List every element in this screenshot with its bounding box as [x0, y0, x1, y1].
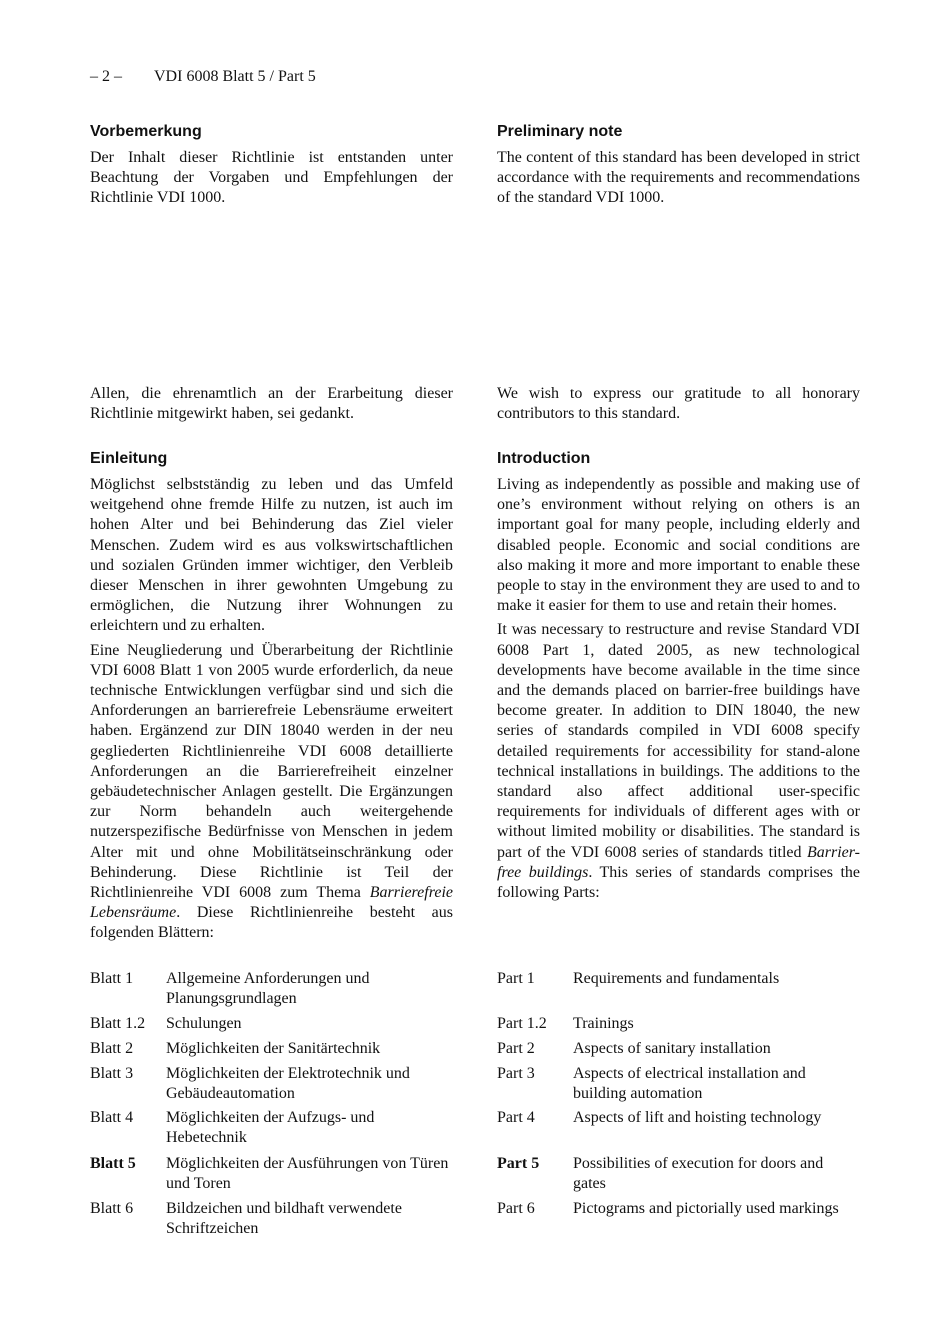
einleitung-p2-text: Eine Neugliederung und Überarbeitung der Richtlinie VDI 6008 Blatt 1 von 2005 wurde erforderlich, da neue technische Entwicklungen verfügbar sind und sich die Anforderungen an barrierefreie Lebensräume erweitert haben. Ergänzend zur DIN 18040 werden in der neu gegliederten Richtlinienreihe VDI 6008 detaillierte Anforderungen an die Barrierefreiheit einzelner gebäudetechnischer Anlagen gestellt. Die Ergänzungen zur Norm behandeln auch weitergehende nutzerspezifische Bedürfnisse von Menschen in jedem Alter mit und ohne Mobilitätseinschränkung oder Behinderung. Diese Richtlinie ist Teil der Richtlinienreihe VDI 6008 zum Thema [90, 641, 453, 902]
part-id: Blatt 2 [90, 1040, 134, 1057]
part-title: Trainings [573, 1015, 634, 1032]
series-title-de: Barrierefreie Lebensräume [90, 884, 453, 922]
part-id: Blatt 4 [90, 1109, 134, 1126]
vorbemerkung-text: Der Inhalt dieser Richtlinie ist entstanden unter Beachtung der Vorgaben und Empfehlungen der Richtlinie VDI 1000. [90, 149, 453, 207]
part-title: Allgemeine Anforderungen und Planungsgrundlagen [166, 970, 370, 1008]
german-thanks [90, 384, 453, 424]
english-thanks-text: We wish to express our gratitude to all honorary contributors to this standard. [497, 385, 860, 423]
part-title: Aspects of electrical installation and building automation [573, 1065, 806, 1103]
english-preliminary-section [497, 122, 860, 209]
german-thanks-text: Allen, die ehrenamtlich an der Erarbeitung dieser Richtlinie mitgewirkt haben, sei gedankt. [90, 385, 453, 423]
document-id: VDI 6008 Blatt 5 / Part 5 [154, 68, 316, 85]
introduction-heading: Introduction [497, 450, 591, 467]
introduction-p2-end: . This series of standards comprises the following Parts: [497, 863, 860, 902]
part-id: Part 2 [497, 1040, 535, 1057]
part-title: Possibilities of execution for doors and gates [573, 1155, 824, 1193]
einleitung-paragraph-2 [90, 641, 453, 944]
german-preliminary-section [90, 122, 453, 209]
part-title: Aspects of lift and hoisting technology [573, 1109, 822, 1126]
part-title: Möglichkeiten der Sanitärtechnik [166, 1040, 381, 1057]
page-header [90, 68, 316, 86]
introduction-p2-text: It was necessary to restructure and revise Standard VDI 6008 Part 1, dated 2005, as new technological developments have become available in the time since and the demands placed on barrier-free buildings have become greater. In addition to DIN 18040, the new series of standards compiled in VDI 6008 specify detailed requirements for accessibility for stand-alone technical installations in buildings. The additions to the standard also affect additional user-specific requirements for individuals of different ages with or without limited mobility or disabilities. The standard is part of the VDI 6008 series of standards titled [497, 621, 860, 861]
part-title: Schulungen [166, 1015, 242, 1032]
german-introduction-section [90, 449, 453, 944]
part-id: Blatt 6 [90, 1200, 134, 1217]
introduction-paragraph-2 [497, 620, 860, 903]
einleitung-paragraph-1: Möglichst selbstständig zu leben und das Umfeld weitgehend ohne fremde Hilfe zu nutzen, ist auch im hohen Alter und bei Behinderung das Ziel vieler Menschen. Zudem wird es aus volkswirtschaftlichen und sozialen Gründen immer wichtiger, den Verbleib dieser Menschen in ihrer gewohnten Umgebung zu ermöglichen, die Nutzung ihrer Wohnungen zu erleichtern und zu erhalten. [90, 476, 453, 635]
english-thanks [497, 384, 860, 424]
part-title: Möglichkeiten der Ausführungen von Türen und Toren [166, 1155, 449, 1193]
preliminary-note-text: The content of this standard has been developed in strict accordance with the requirements and recommendations of the standard VDI 1000. [497, 149, 860, 207]
part-id: Part 5 [497, 1155, 540, 1172]
part-id: Blatt 5 [90, 1155, 136, 1172]
vorbemerkung-heading: Vorbemerkung [90, 123, 202, 140]
part-title: Möglichkeiten der Aufzugs- und Hebetechnik [166, 1109, 375, 1147]
page-number: – 2 – [90, 68, 122, 85]
part-id: Part 6 [497, 1200, 535, 1217]
part-title: Möglichkeiten der Elektrotechnik und Gebäudeautomation [166, 1065, 410, 1103]
part-title: Pictograms and pictorially used markings [573, 1200, 839, 1217]
einleitung-heading: Einleitung [90, 450, 168, 467]
part-id: Part 1 [497, 970, 535, 987]
einleitung-p2-end: . Diese Richtlinienreihe besteht aus folgenden Blättern: [90, 904, 453, 942]
part-title: Bildzeichen und bildhaft verwendete Schriftzeichen [166, 1200, 402, 1238]
part-id: Part 3 [497, 1065, 535, 1082]
english-introduction-section [497, 449, 860, 903]
series-title-en: Barrier-free buildings [497, 843, 860, 881]
part-id: Blatt 1.2 [90, 1015, 146, 1032]
part-id: Part 1.2 [497, 1015, 547, 1032]
part-id: Part 4 [497, 1109, 535, 1126]
part-id: Blatt 3 [90, 1065, 134, 1082]
part-id: Blatt 1 [90, 970, 134, 987]
preliminary-note-heading: Preliminary note [497, 123, 623, 140]
part-title: Requirements and fundamentals [573, 970, 780, 987]
part-title: Aspects of sanitary installation [573, 1040, 771, 1057]
introduction-paragraph-1: Living as independently as possible and making use of one’s environment without relying on others is an important goal for many people, including elderly and disabled people. Economic and social conditions are also making it more and more important to enable these people to stay in the environment they are used to and to make it easier for them to use and retain their homes. [497, 476, 860, 615]
